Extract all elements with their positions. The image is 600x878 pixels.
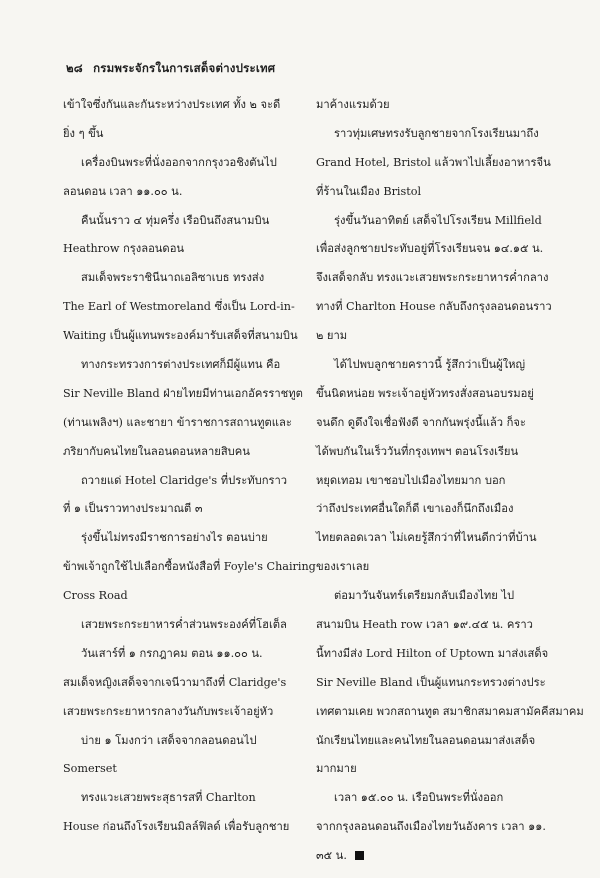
line-text: ขึ้นนิดหน่อย พระเจ้าอยู่หัวทรงสั่งสอนอบรมอยู่	[316, 386, 534, 400]
text-line	[316, 531, 554, 545]
line-text: เครื่องบินพระที่นั่งออกจากกรุงวอชิงตันไป	[81, 155, 277, 169]
text-line	[63, 589, 301, 603]
text-line	[63, 445, 301, 459]
line-text: เสวยพระกระยาหารกลางวันกับพระเจ้าอยู่หัว	[63, 704, 274, 718]
line-text: รุ่งขึ้นไม่ทรงมีราชการอย่างไร ตอนบ่าย	[81, 531, 268, 545]
text-line	[63, 387, 301, 401]
text-line	[316, 618, 554, 632]
text-line	[63, 734, 301, 748]
line-text: ทางกระทรวงการต่างประเทศก็มีผู้แทน คือ	[81, 358, 281, 372]
text-line	[316, 445, 554, 459]
text-line	[63, 98, 301, 112]
text-line	[316, 791, 554, 805]
line-text: (ท่านเพลิงฯ) และชายา ข้าราชการสถานทูตและ	[63, 415, 292, 429]
line-text: ทรงแวะเสวยพระสุธารสที่ Charlton	[81, 791, 256, 805]
line-text: มากมาย	[316, 762, 357, 776]
text-line	[316, 820, 554, 834]
running-title: กรมพระจักรในการเสด็จต่างประเทศ	[93, 61, 276, 75]
text-line	[63, 676, 301, 690]
text-line	[316, 474, 554, 488]
line-text: ๒ ยาม	[316, 329, 348, 343]
line-text: Heathrow กรุงลอนดอน	[63, 242, 185, 256]
line-text: Somerset	[63, 762, 117, 776]
text-line	[316, 416, 554, 430]
right-column	[316, 98, 584, 878]
line-text: ถวายแด่ Hotel Claridge's ที่ประทับกราว	[81, 473, 288, 487]
line-text: เข้าใจซึ่งกันและกันระหว่างประเทศ ทั้ง ๒ จะดี	[63, 98, 281, 111]
line-text: เพื่อส่งลูกชายประทับอยู่ที่โรงเรียนจน ๑๔.๑๕ น.	[316, 242, 544, 256]
text-line	[316, 560, 554, 574]
text-line	[63, 416, 301, 430]
line-text: ไทยตลอดเวลา ไม่เคยรู้สึกว่าที่ไหนดีกว่าที่บ้าน	[316, 531, 537, 545]
text-line	[316, 329, 554, 343]
text-line	[316, 387, 554, 401]
line-text: เทศตามเคย พวกสถานทูต สมาชิกสมาคมสามัคคีสมาคม	[316, 704, 584, 718]
text-line	[316, 734, 554, 748]
line-text: ได้ไปพบลูกชายคราวนี้ รู้สึกว่าเป็นผู้ใหญ่	[334, 358, 526, 372]
line-text: นักเรียนไทยและคนไทยในลอนดอนมาส่งเสด็จ	[316, 733, 536, 747]
line-text: ที่ ๑ เป็นราวทางประมาณตี ๓	[63, 502, 203, 516]
line-text: รุ่งขึ้นวันอาทิตย์ เสด็จไปโรงเรียน Millfield	[334, 213, 542, 227]
text-line	[316, 502, 554, 516]
text-line	[63, 329, 301, 343]
line-text: นี้ทางมีส่ง Lord Hilton of Uptown มาส่งเสด็จ	[316, 646, 549, 660]
text-line	[63, 531, 301, 545]
text-line	[63, 791, 301, 805]
text-line	[316, 300, 554, 314]
line-text: สมเด็จหญิงเสด็จจากเจนีวามาถึงที่ Claridge's	[63, 675, 287, 689]
left-column	[63, 98, 316, 849]
line-text: จนดึก ดูดึงใจเชื่อฟังดี จากกันพรุ่งนี้แล้ว ก็จะ	[316, 415, 526, 429]
page-number: ๒๘	[66, 61, 83, 75]
line-text: Cross Road	[63, 589, 128, 603]
line-text: คืนนั้นราว ๔ ทุ่มครึ่ง เรือบินถึงสนามบิน	[81, 213, 270, 227]
line-text: จึงเสด็จกลับ ทรงแวะเสวยพระกระยาหารค่ำกลาง	[316, 271, 549, 285]
text-line	[316, 242, 554, 256]
line-text: ข้าพเจ้าถูกใช้ไปเลือกซื้อหนังสือที่ Foyle's Chairing	[63, 560, 316, 574]
text-line	[63, 647, 301, 661]
line-text: Sir Neville Bland เป็นผู้แทนกระทรวงต่างประ	[316, 675, 546, 689]
text-line	[316, 358, 554, 372]
text-line	[316, 214, 554, 228]
line-text: หยุดเทอม เขาชอบไปเมืองไทยมาก บอก	[316, 473, 506, 487]
line-text: ได้พบกันในเร็ววันที่กรุงเทพฯ ตอนโรงเรียน	[316, 444, 519, 458]
text-line	[63, 474, 301, 488]
text-line	[63, 560, 316, 574]
line-text: ว่าถึงประเทศอื่นใดก็ดี เขาเองก็นึกถึงเมือง	[316, 502, 514, 516]
text-line	[316, 849, 554, 863]
line-text: สนามบิน Heath row เวลา ๑๙.๔๕ น. คราว	[316, 618, 533, 632]
text-line	[63, 502, 301, 516]
text-line	[316, 589, 554, 603]
text-line	[316, 156, 554, 170]
line-text: The Earl of Westmoreland ซึ่งเป็น Lord-in-	[63, 300, 295, 314]
line-text: สมเด็จพระราชินีนาถเอลิซาเบธ ทรงส่ง	[81, 271, 265, 285]
line-text: ทางที่ Charlton House กลับถึงกรุงลอนดอนราว	[316, 300, 552, 314]
line-text: ที่ร้านในเมือง Bristol	[316, 184, 422, 198]
text-line	[316, 762, 554, 776]
line-text: ของเราเลย	[316, 560, 370, 574]
text-line	[63, 214, 301, 228]
text-line	[63, 127, 301, 141]
line-text: ราวทุ่มเศษทรงรับลูกชายจากโรงเรียนมาถึง	[334, 126, 539, 140]
line-text: ๓๕ น.	[316, 849, 347, 863]
text-line	[316, 647, 554, 661]
running-header	[66, 60, 275, 78]
text-line	[63, 156, 301, 170]
text-line	[63, 300, 301, 314]
text-line	[316, 676, 554, 690]
line-text: ต่อมาวันจันทร์เตรียมกลับเมืองไทย ไป	[334, 589, 515, 603]
text-line	[63, 242, 301, 256]
text-line	[63, 705, 301, 719]
text-line	[316, 98, 554, 112]
text-line	[316, 271, 554, 285]
line-text: จากกรุงลอนดอนถึงเมืองไทยวันอังคาร เวลา ๑๑.	[316, 820, 546, 834]
line-text: เวลา ๑๕.๐๐ น. เรือบินพระที่นั่งออก	[334, 791, 504, 805]
end-mark-icon	[355, 851, 364, 860]
line-text: Sir Neville Bland ฝ่ายไทยมีท่านเอกอัครราชทูต	[63, 386, 303, 400]
line-text: Waiting เป็นผู้แทนพระองค์มารับเสด็จที่สนามบิน	[63, 329, 298, 343]
line-text: บ่าย ๑ โมงกว่า เสด็จจากลอนดอนไป	[81, 733, 257, 747]
text-line	[63, 185, 301, 199]
line-text: วันเสาร์ที่ ๑ กรกฎาคม ตอน ๑๑.๐๐ น.	[81, 646, 263, 660]
line-text: ลอนดอน เวลา ๑๑.๐๐ น.	[63, 184, 183, 198]
text-line	[63, 820, 301, 834]
text-line	[63, 358, 301, 372]
text-line	[316, 185, 554, 199]
text-line	[63, 618, 301, 632]
text-line	[63, 271, 301, 285]
text-line	[63, 762, 301, 776]
line-text: ภริยากับคนไทยในลอนดอนหลายสิบคน	[63, 444, 250, 458]
line-text: ยิ่ง ๆ ขึ้น	[63, 126, 104, 140]
line-text: เสวยพระกระยาหารค่ำส่วนพระองค์ที่โฮเต็ล	[81, 618, 287, 632]
line-text: มาค้างแรมด้วย	[316, 98, 390, 111]
text-line	[316, 127, 554, 141]
text-line	[316, 704, 584, 719]
line-text: Grand Hotel, Bristol แล้วพาไปเลี้ยงอาหารจีน	[316, 155, 551, 169]
line-text: House ก่อนถึงโรงเรียนมิลล์ฟิลด์ เพื่อรับลูกชาย	[63, 820, 290, 834]
